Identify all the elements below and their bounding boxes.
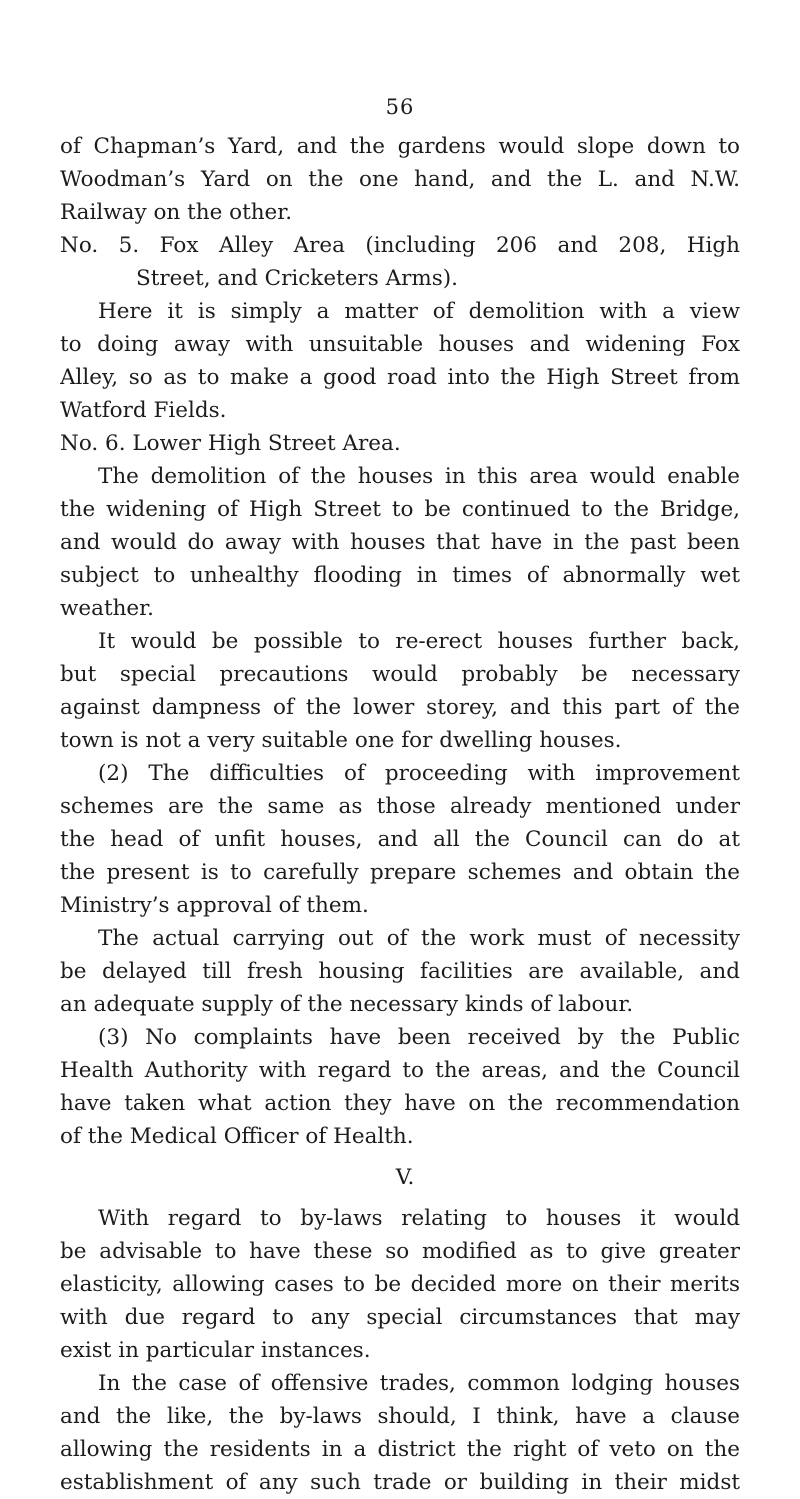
text-line: the head of unfit houses, and all the Council can do at xyxy=(60,827,740,852)
text-line: The actual carrying out of the work must of necessity xyxy=(98,926,740,951)
text-line: (2) The difficulties of proceeding with improvement xyxy=(98,761,740,786)
text-line: to doing away with unsuitable houses and widening Fox xyxy=(60,332,740,357)
text-line: town is not a very suitable one for dwelling houses. xyxy=(60,728,622,753)
text-line: establishment of any such trade or building in their midst xyxy=(60,1470,740,1495)
text-line: Alley, so as to make a good road into the High Street from xyxy=(60,365,740,390)
text-line: With regard to by-laws relating to houses it would xyxy=(98,1206,740,1231)
text-line: be delayed till fresh housing facilities are available, and xyxy=(60,959,740,984)
text-line: the present is to carefully prepare schemes and obtain the xyxy=(60,860,740,885)
text-line: subject to unhealthy flooding in times of abnormally wet xyxy=(60,563,740,588)
text-line: Watford Fields. xyxy=(60,398,227,423)
text-line: exist in particular instances. xyxy=(60,1338,371,1363)
text-line: and would do away with houses that have in the past been xyxy=(60,530,740,555)
text-line: Street, and Cricketers Arms). xyxy=(136,266,459,291)
text-line: with due regard to any special circumstances that may xyxy=(60,1305,740,1330)
text-line: Here it is simply a matter of demolition with a view xyxy=(98,299,740,324)
section-numeral-v: V. xyxy=(395,1165,415,1190)
body-text xyxy=(60,130,740,1499)
text-line: schemes are the same as those already mentioned under xyxy=(60,794,740,819)
text-line: (3) No complaints have been received by the Public xyxy=(98,1025,740,1050)
text-line: allowing the residents in a district the right of veto on the xyxy=(60,1437,740,1462)
text-line: The demolition of the houses in this area would enable xyxy=(98,464,740,489)
text-line: In the case of offensive trades, common lodging houses xyxy=(98,1371,740,1396)
text-line: elasticity, allowing cases to be decided more on their merits xyxy=(60,1272,740,1297)
text-line: Railway on the other. xyxy=(60,200,293,225)
text-line: but special precautions would probably be necessary xyxy=(60,662,740,687)
text-line: of the Medical Officer of Health. xyxy=(60,1124,414,1149)
text-line: be advisable to have these so modified as to give greater xyxy=(60,1239,740,1264)
text-line: weather. xyxy=(60,596,154,621)
section-heading-no5: No. 5. Fox Alley Area (including 206 and 208, High xyxy=(60,233,740,258)
text-line: Woodman’s Yard on the one hand, and the L. and N.W. xyxy=(60,167,740,192)
text-line: Ministry’s approval of them. xyxy=(60,893,369,918)
text-line: an adequate supply of the necessary kinds of labour. xyxy=(60,992,634,1017)
page-number: 56 xyxy=(385,95,415,119)
text-line: have taken what action they have on the recommendation xyxy=(60,1091,740,1116)
text-line: It would be possible to re-erect houses further back, xyxy=(98,629,740,654)
text-line: and the like, the by-laws should, I think, have a clause xyxy=(60,1404,740,1429)
text-line: the widening of High Street to be continued to the Bridge, xyxy=(60,497,740,522)
section-heading-no6: No. 6. Lower High Street Area. xyxy=(60,431,401,456)
text-line: against dampness of the lower storey, and this part of the xyxy=(60,695,740,720)
text-line: Health Authority with regard to the areas, and the Council xyxy=(60,1058,740,1083)
text-line: of Chapman’s Yard, and the gardens would slope down to xyxy=(60,134,740,159)
